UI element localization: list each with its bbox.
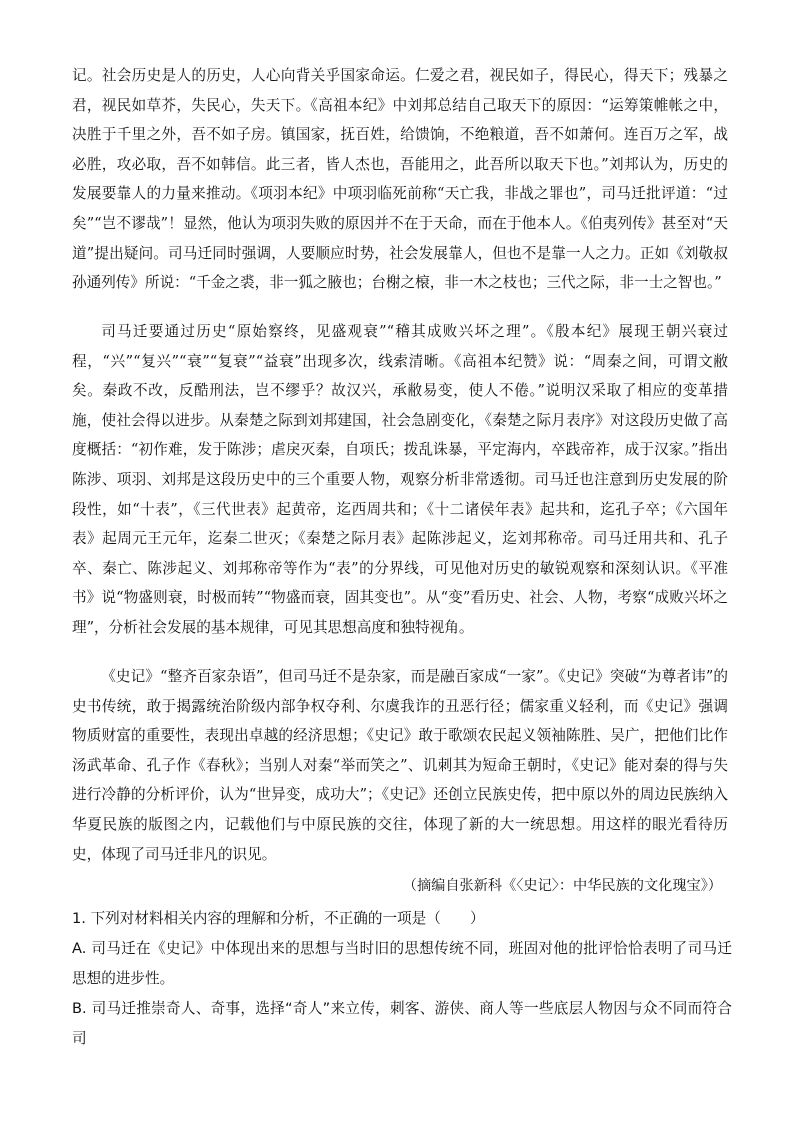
paragraph-1: 记。社会历史是人的历史，人心向背关乎国家命运。仁爱之君，视民如子，得民心，得天下；残暴之君，视民如草芥，失民心，失天下。《高祖本纪》中刘邦总结自己取天下的原因：“运筹策帷帐之中，决胜于千里之外，吾不如子房。镇国家，抚百姓，给馈饷，不绝粮道，吾不如萧何。连百万之军，战必胜，攻必取，吾不如韩信。此三者，皆人杰也，吾能用之，此吾所以取天下也。”刘邦认为，历史的发展要靠人的力量来推动。《项羽本纪》中项羽临死前称“天亡我，非战之罪也”，司马迁批评道：“过矣”“岂不谬哉”！显然，他认为项羽失败的原因并不在于天命，而在于他本人。《伯夷列传》甚至对“天道”提出疑问。司马迁同时强调，人要顺应时势，社会发展靠人，但也不是靠一人之力。正如《刘敬叔孙通列传》所说：“千金之裘，非一狐之腋也；台榭之榱，非一木之枝也；三代之际，非一士之智也。” — [72, 67, 728, 292]
source-citation: （摘编自张新科《〈史记〉：中华民族的文化瑰宝》） — [402, 878, 722, 894]
option-a: A. 司马迁在《史记》中体现出来的思想与当时旧的思想传统不同，班固对他的批评恰恰表明了司马迁思想的进步性。 — [72, 940, 732, 987]
paragraph-3: 《史记》“整齐百家杂语”，但司马迁不是杂家，而是融百家成“一家”。《史记》突破“为尊者讳”的史书传统，敢于揭露统治阶级内部争权夺利、尔虞我诈的丑恶行径；儒家重义轻利，而《史记》强调物质财富的重要性，表现出卓越的经济思想；《史记》敢于歌颂农民起义领袖陈胜、吴广，把他们比作汤武革命、孔子作《春秋》；当别人对秦“举而笑之”、讥刺其为短命王朝时，《史记》能对秦的得与失进行冷静的分析评价，认为“世异变，成功大”；《史记》还创立民族史传，把中原以外的周边民族纳入华夏民族的版图之内，记载他们与中原民族的交往，体现了新的大一统思想。用这样的眼光看待历史，体现了司马迁非凡的识见。 — [72, 668, 728, 863]
option-b: B. 司马迁推崇奇人、奇事，选择“奇人”来立传，刺客、游侠、商人等一些底层人物因与众不同而符合司 — [72, 1000, 732, 1047]
question-stem: 1. 下列对材料相关内容的理解和分析，不正确的一项是（ ） — [72, 910, 485, 927]
paragraph-2: 司马迁要通过历史“原始察终，见盛观衰”“稽其成败兴坏之理”。《殷本纪》展现王朝兴衰过程，“兴”“复兴”“衰”“复衰”“益衰”出现多次，线索清晰。《高祖本纪赞》说：“周秦之间，可谓文敝矣。秦政不改，反酷刑法，岂不缪乎？故汉兴，承敝易变，使人不倦。”说明汉采取了相应的变革措施，使社会得以进步。从秦楚之际到刘邦建国，社会急剧变化，《秦楚之际月表序》对这段历史做了高度概括：“初作难，发于陈涉；虐戾灭秦，自项氏；拨乱诛暴，平定海内，卒践帝祚，成于汉家。”指出陈涉、项羽、刘邦是这段历史中的三个重要人物，观察分析非常透彻。司马迁也注意到历史发展的阶段性，如“十表”，《三代世表》起黄帝，迄西周共和；《十二诸侯年表》起共和，迄孔子卒；《六国年表》起周元王元年，迄秦二世灭；《秦楚之际月表》起陈涉起义，迄刘邦称帝。司马迁用共和、孔子卒、秦亡、陈涉起义、刘邦称帝等作为“表”的分界线，可见他对历史的敏锐观察和深刻认识。《平准书》说“物盛则衰，时极而转”“物盛而衰，固其变也”。从“变”看历史、社会、人物，考察“成败兴坏之理”，分析社会发展的基本规律，可见其思想高度和独特视角。 — [72, 323, 728, 636]
